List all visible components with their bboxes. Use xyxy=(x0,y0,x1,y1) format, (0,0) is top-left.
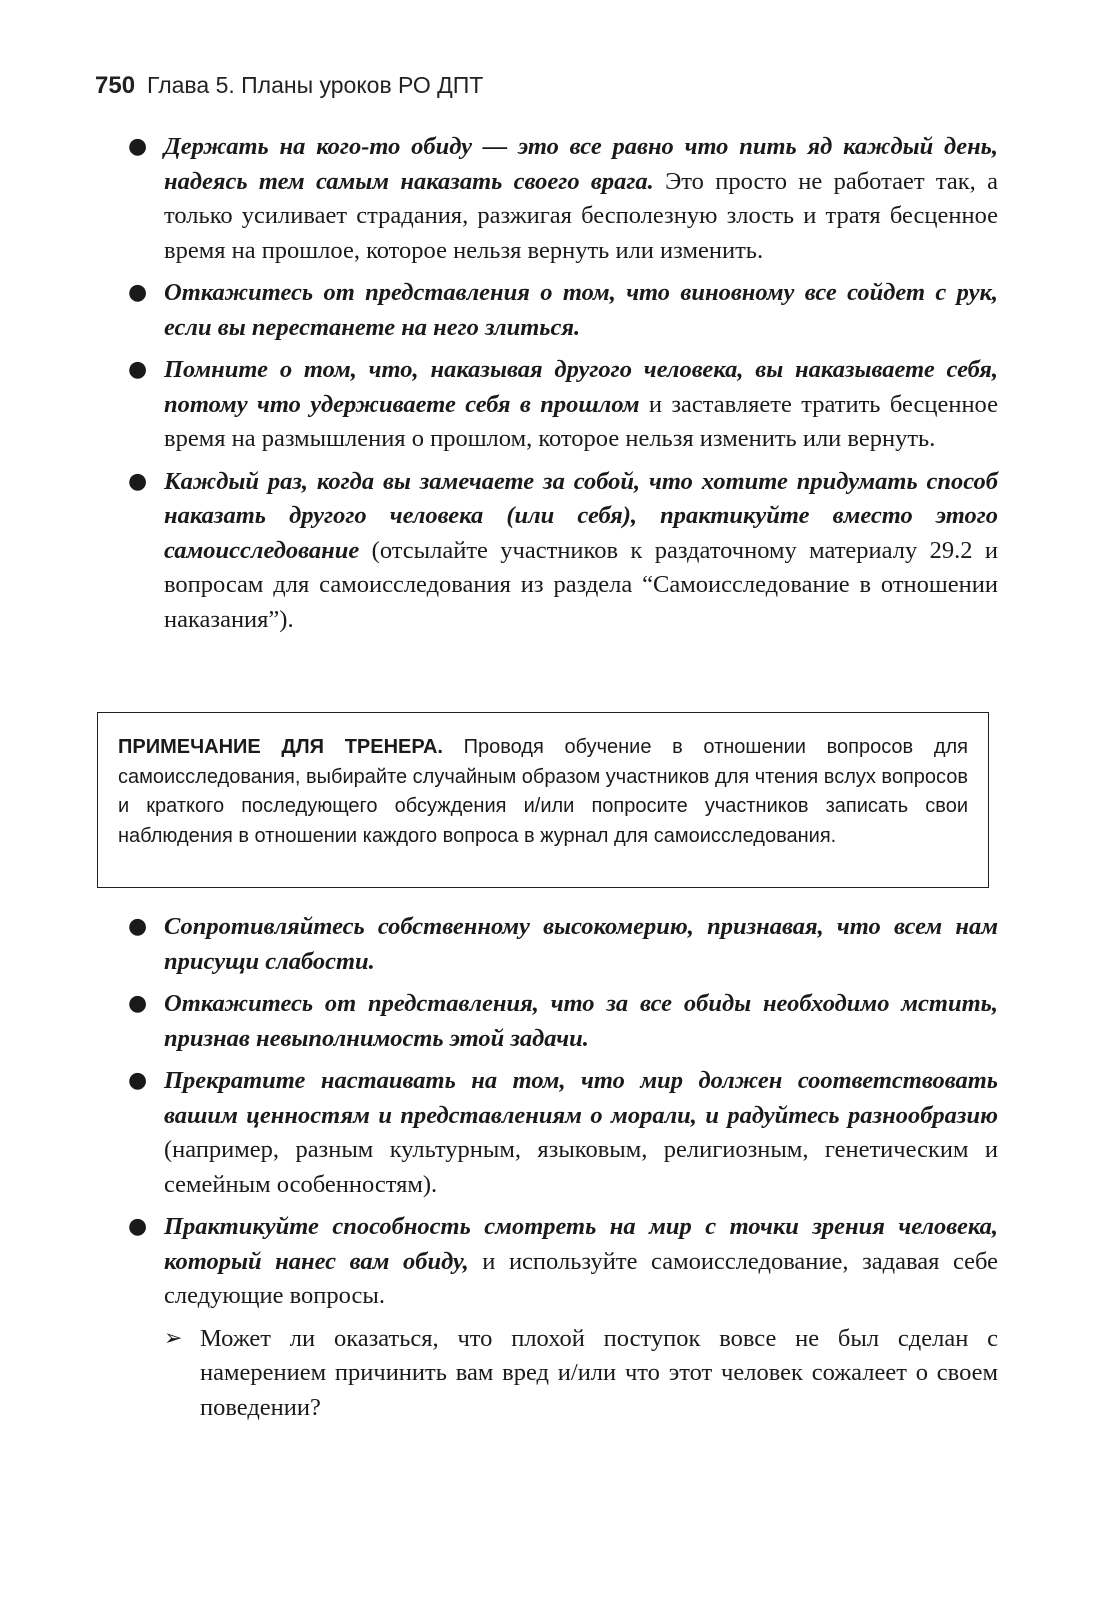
item-text: (отсылайте участников к раздаточному материалу 29.2 и вопросам для самоисследования из раздела “Самоисследование в отношении наказания”). xyxy=(164,536,998,633)
item-text: (например, разным культурным, языковым, религиозным, генетическим и семейным особенностям). xyxy=(164,1136,998,1198)
bullet-list-bottom xyxy=(128,910,998,1425)
item-emphasis: Прекратите настаивать на том, что мир должен соответствовать вашим ценностям и представлениям о морали, и радуйтесь разнообразию xyxy=(164,1067,998,1129)
item-emphasis: Сопротивляйтесь собственному высокомерию, признавая, что всем нам присущи слабости. xyxy=(164,913,998,975)
item-emphasis: Откажитесь от представления, что за все обиды необходимо мстить, признав невыполнимость этой задачи. xyxy=(164,990,998,1052)
bullet-icon: ● xyxy=(128,1214,148,1239)
page-number: 750 xyxy=(95,72,136,99)
list-item xyxy=(128,1210,998,1314)
bullet-icon: ● xyxy=(128,280,148,305)
bullet-icon: ● xyxy=(128,914,148,939)
item-emphasis: Помните о том, что, наказывая другого человека, вы наказываете себя, потому что удерживаете себя в прошлом xyxy=(164,356,998,418)
bullet-icon: ● xyxy=(128,468,148,494)
item-text: и используйте самоисследование, задавая себе следующие вопросы. xyxy=(164,1247,999,1309)
trainer-note-box xyxy=(97,712,989,888)
list-item xyxy=(128,130,998,268)
bullet-icon: ● xyxy=(128,357,148,382)
item-text: и заставляете тратить бесценное время на размышления о прошлом, которое нельзя изменить или вернуть. xyxy=(164,390,998,452)
list-item xyxy=(128,276,998,345)
sub-item-text: Может ли оказаться, что плохой поступок вовсе не был сделан с намерением причинить вам вред и/или что этот человек сожалеет о своем поведении? xyxy=(200,1324,998,1421)
list-item xyxy=(128,353,998,457)
chapter-title: Глава 5. Планы уроков РО ДПТ xyxy=(147,72,484,98)
list-item xyxy=(128,1064,998,1202)
arrow-bullet-icon: ➢ xyxy=(164,1325,183,1351)
note-text: Проводя обучение в отношении вопросов для самоисследования, выбирайте случайным образом участников для чтения вслух вопросов и краткого последующего обсуждения и/или попросите участников записать свои наблюдения в отношении каждого вопроса в журнал для самоисследования. xyxy=(118,736,968,847)
list-item xyxy=(128,910,998,979)
bullet-list-top xyxy=(128,130,998,645)
bullet-icon: ● xyxy=(128,1068,148,1093)
bullet-icon: ● xyxy=(128,991,148,1016)
item-emphasis: Каждый раз, когда вы замечаете за собой, что хотите придумать способ наказать другого человека (или себя), практикуйте вместо этого самоисследование xyxy=(164,467,998,564)
page-header xyxy=(95,72,483,100)
sub-list-item xyxy=(164,1322,998,1426)
item-text: Это просто не работает так, а только усиливает страдания, разжигая бесполезную злость и тратя бесценное время на прошлое, которое нельзя вернуть или изменить. xyxy=(164,167,998,264)
item-emphasis: Держать на кого-то обиду — это все равно что пить яд каждый день, надеясь тем самым наказать своего врага. xyxy=(164,133,998,195)
list-item xyxy=(128,465,998,638)
bullet-icon: ● xyxy=(128,134,148,159)
note-label: ПРИМЕЧАНИЕ ДЛЯ ТРЕНЕРА. xyxy=(118,736,443,758)
item-emphasis: Практикуйте способность смотреть на мир с точки зрения человека, который нанес вам обиду, xyxy=(164,1213,998,1275)
list-item xyxy=(128,987,998,1056)
item-emphasis: Откажитесь от представления о том, что виновному все сойдет с рук, если вы перестанете на него злиться. xyxy=(164,279,998,341)
